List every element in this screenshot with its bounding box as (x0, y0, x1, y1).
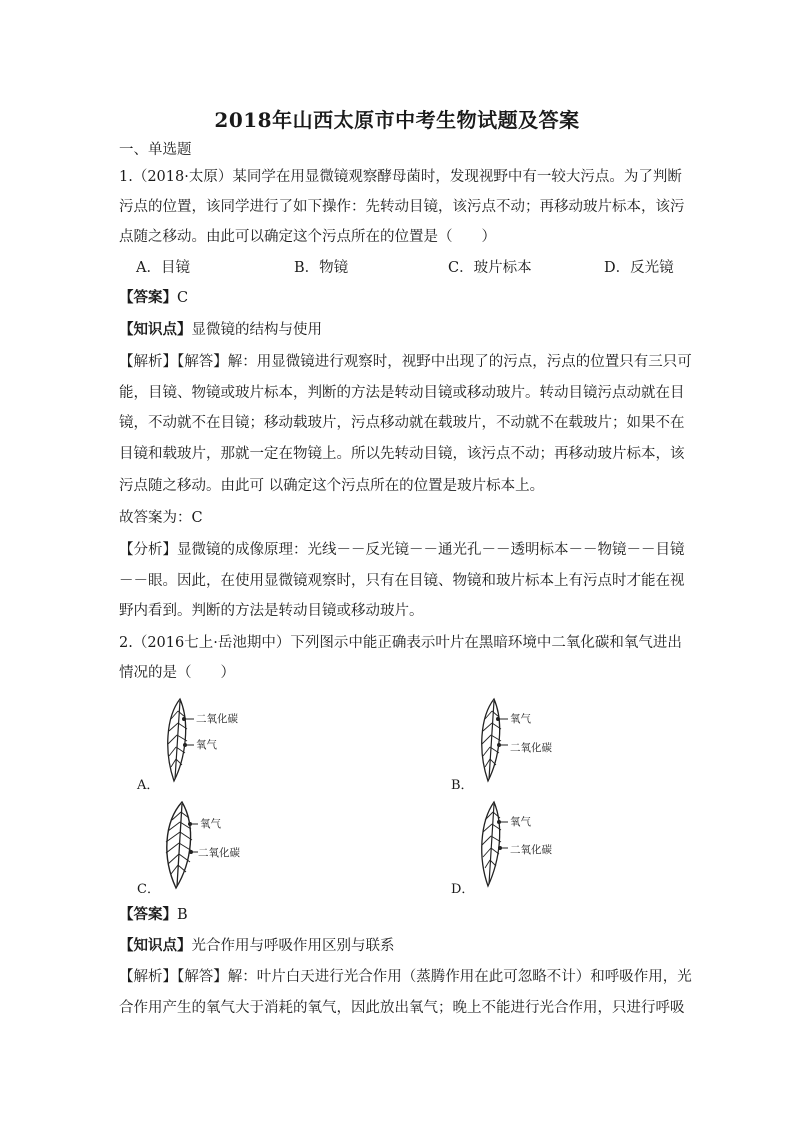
answer-tag: 【答案】 (119, 289, 177, 306)
q2-analysis-line-2: 合作用产生的氧气大于消耗的氧气，因此放出氧气；晚上不能进行光合作用，只进行呼吸 (119, 1000, 685, 1016)
knowledge-value: 显微镜的结构与使用 (191, 322, 322, 338)
leaf-a-bottom-label: 氧气 (196, 739, 217, 751)
q2-knowledge (119, 936, 395, 956)
q1-analysis-line-5: 污点随之移动。由此可 以确定这个污点所在的位置是玻片标本上。 (119, 478, 545, 494)
q1-fenxi-line-2: －－眼。因此，在使用显微镜观察时，只有在目镜、物镜和玻片标本上有污点时才能在视 (119, 573, 685, 589)
answer-tag: 【答案】 (119, 906, 177, 923)
q1-analysis-line-4: 目镜和载玻片，那就一定在物镜上。所以先转动目镜，该污点不动；再移动玻片标本，该 (119, 446, 685, 462)
q2-answer (119, 905, 188, 925)
leaf-figure-a (160, 697, 250, 787)
q1-option-a: A．目镜 (136, 260, 190, 276)
q1-line-2: 污点的位置，该同学进行了如下操作：先转动目镜，该污点不动；再移动玻片标本，该污 (119, 199, 685, 215)
leaf-c-top-label: 氧气 (200, 818, 221, 830)
q1-analysis-line-1: 【解析】【解答】解：用显微镜进行观察时，视野中出现了的污点，污点的位置只有三只可 (119, 354, 692, 370)
figure-c-label: C． (137, 882, 160, 897)
knowledge-tag: 【知识点】 (119, 321, 192, 338)
knowledge-tag: 【知识点】 (119, 937, 192, 954)
leaf-d-bottom-label: 二氧化碳 (510, 844, 552, 856)
knowledge-value: 光合作用与呼吸作用区别与联系 (191, 938, 395, 954)
q1-line-1: 1.（2018·太原）某同学在用显微镜观察酵母菌时，发现视野中有一较大污点。为了判断 (119, 169, 682, 185)
q1-option-b: B．物镜 (294, 260, 349, 276)
q1-final-answer: 故答案为：C (119, 510, 203, 526)
q1-option-c: C．玻片标本 (448, 260, 532, 276)
q1-analysis-line-3: 镜，不动就不在目镜；移动载玻片，污点移动就在载玻片，不动就不在载玻片；如果不在 (119, 415, 685, 431)
q1-answer (119, 288, 188, 308)
leaf-figure-b (474, 697, 564, 787)
page-title: 2018年山西太原市中考生物试题及答案 (214, 108, 580, 132)
section-heading: 一、单选题 (119, 142, 192, 158)
figure-a-label: A． (137, 778, 160, 793)
leaf-a-top-label: 二氧化碳 (196, 713, 238, 725)
q1-analysis-line-2: 能，目镜、物镜或玻片标本，判断的方法是转动目镜或移动玻片。转动目镜污点动就在目 (119, 385, 685, 401)
q1-option-d: D．反光镜 (604, 260, 674, 276)
q1-knowledge (119, 320, 322, 340)
q1-line-3: 点随之移动。由此可以确定这个污点所在的位置是（ ） (119, 229, 496, 245)
leaf-figure-d (474, 800, 564, 894)
q2-line-2: 情况的是（ ） (119, 665, 235, 681)
leaf-d-top-label: 氧气 (510, 816, 531, 828)
figure-d-label: D． (451, 882, 475, 897)
answer-value: B (177, 907, 188, 923)
q2-line-1: 2.（2016七上·岳池期中）下列图示中能正确表示叶片在黑暗环境中二氧化碳和氧气进出 (119, 635, 682, 651)
leaf-figure-c (160, 800, 250, 894)
leaf-b-top-label: 氧气 (510, 713, 531, 725)
figure-b-label: B． (451, 778, 474, 793)
answer-value: C (177, 290, 189, 306)
leaf-c-bottom-label: 二氧化碳 (198, 847, 240, 859)
leaf-b-bottom-label: 二氧化碳 (510, 742, 552, 754)
q2-analysis-line-1: 【解析】【解答】解：叶片白天进行光合作用（蒸腾作用在此可忽略不计）和呼吸作用，光 (119, 969, 692, 985)
q1-fenxi-line-1: 【分析】显微镜的成像原理：光线－－反光镜－－通光孔－－透明标本－－物镜－－目镜 (119, 542, 685, 558)
q1-fenxi-line-3: 野内看到。判断的方法是转动目镜或移动玻片。 (119, 603, 424, 619)
